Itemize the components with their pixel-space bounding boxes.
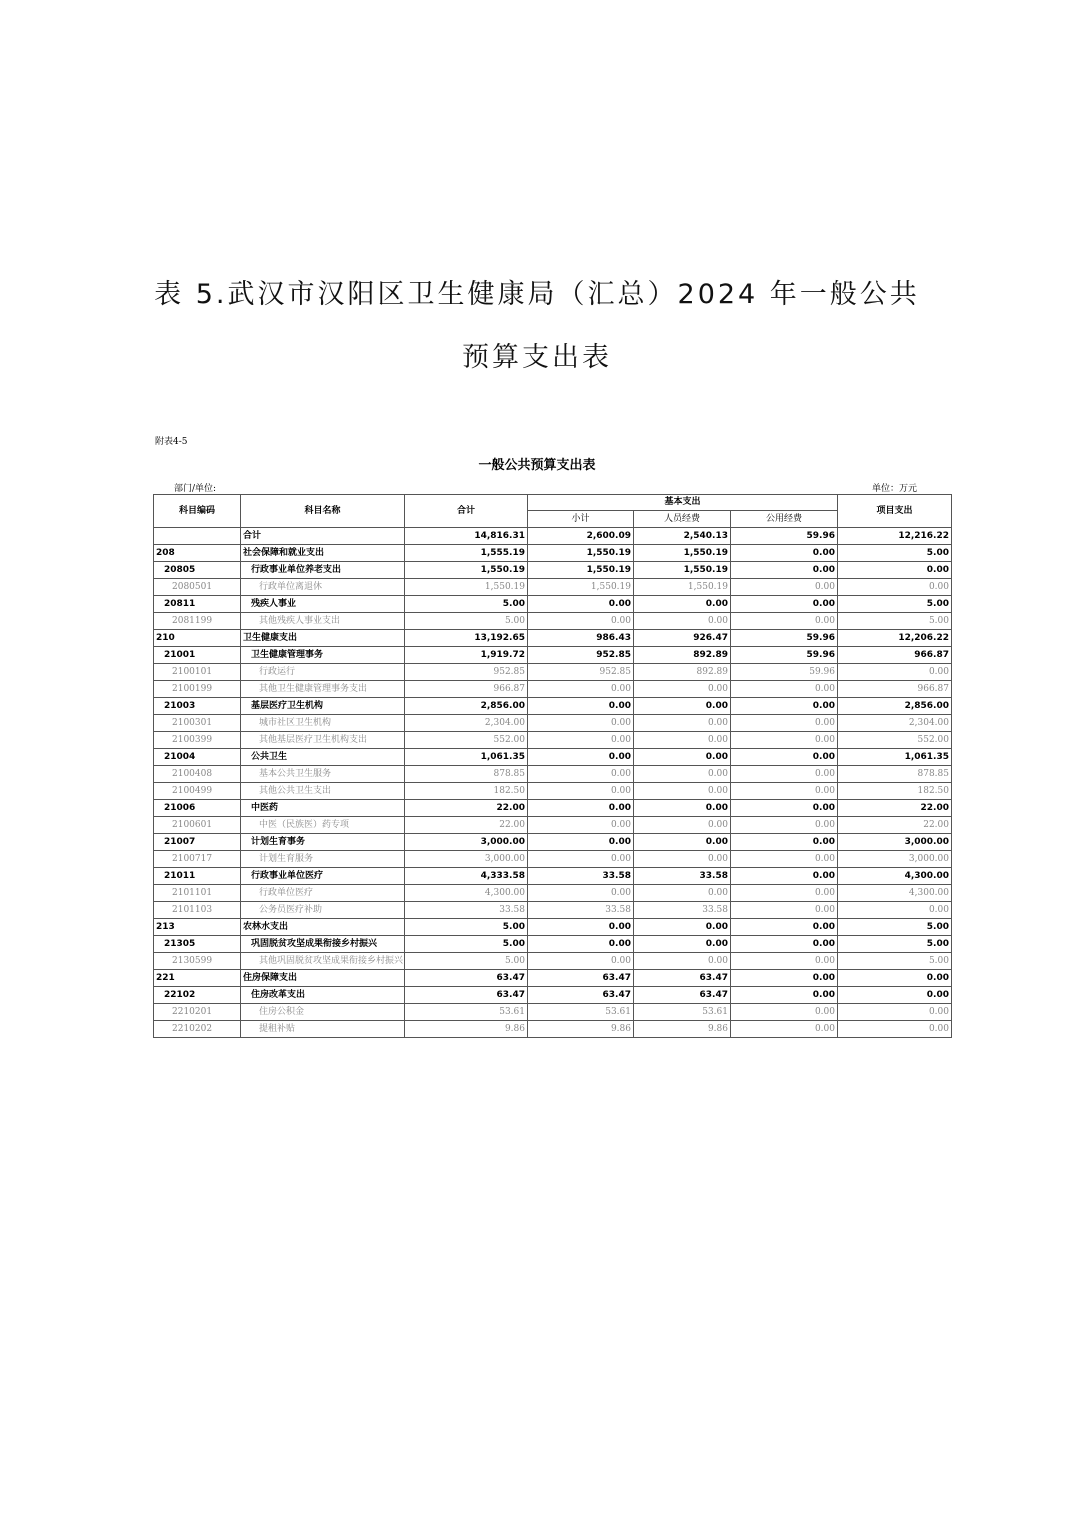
- table-row: [154, 868, 952, 885]
- table-row: [154, 562, 952, 579]
- cell-subtotal: 2,600.09: [528, 528, 634, 545]
- attachment-label: 附表4-5: [155, 437, 188, 447]
- cell-project: 3,000.00: [838, 834, 952, 851]
- cell-code: 22102: [154, 987, 241, 1004]
- cell-total: 22.00: [405, 800, 528, 817]
- cell-name: 行政事业单位医疗: [241, 868, 405, 885]
- cell-subtotal: 53.61: [528, 1004, 634, 1021]
- cell-project: 2,304.00: [838, 715, 952, 732]
- cell-project: 966.87: [838, 647, 952, 664]
- cell-total: 22.00: [405, 817, 528, 834]
- cell-name: 其他卫生健康管理事务支出: [241, 681, 405, 698]
- cell-personnel: 0.00: [634, 613, 731, 630]
- table-row: [154, 953, 952, 970]
- cell-public: 0.00: [731, 885, 838, 902]
- cell-public: 0.00: [731, 596, 838, 613]
- cell-name: 城市社区卫生机构: [241, 715, 405, 732]
- cell-name: 社会保障和就业支出: [241, 545, 405, 562]
- cell-total: 3,000.00: [405, 834, 528, 851]
- cell-subtotal: 0.00: [528, 919, 634, 936]
- cell-public: 0.00: [731, 766, 838, 783]
- cell-project: 0.00: [838, 902, 952, 919]
- cell-project: 5.00: [838, 545, 952, 562]
- table-row: [154, 579, 952, 596]
- cell-subtotal: 1,550.19: [528, 579, 634, 596]
- cell-total: 63.47: [405, 987, 528, 1004]
- table-row: [154, 783, 952, 800]
- cell-total: 5.00: [405, 953, 528, 970]
- cell-public: 0.00: [731, 545, 838, 562]
- cell-total: 1,555.19: [405, 545, 528, 562]
- cell-subtotal: 0.00: [528, 681, 634, 698]
- table-row: [154, 919, 952, 936]
- cell-total: 3,000.00: [405, 851, 528, 868]
- cell-total: 33.58: [405, 902, 528, 919]
- cell-code: 2100399: [154, 732, 241, 749]
- cell-name: 计划生育服务: [241, 851, 405, 868]
- cell-personnel: 0.00: [634, 698, 731, 715]
- cell-total: 5.00: [405, 936, 528, 953]
- cell-code: 2100301: [154, 715, 241, 732]
- cell-personnel: 0.00: [634, 834, 731, 851]
- cell-subtotal: 0.00: [528, 698, 634, 715]
- header-row-1: [154, 495, 952, 511]
- cell-personnel: 33.58: [634, 902, 731, 919]
- cell-public: 0.00: [731, 817, 838, 834]
- cell-public: 0.00: [731, 783, 838, 800]
- cell-public: 0.00: [731, 562, 838, 579]
- cell-name: 残疾人事业: [241, 596, 405, 613]
- table-row: [154, 715, 952, 732]
- cell-subtotal: 0.00: [528, 817, 634, 834]
- cell-subtotal: 0.00: [528, 715, 634, 732]
- cell-project: 0.00: [838, 1004, 952, 1021]
- cell-code: 2101103: [154, 902, 241, 919]
- cell-name: 行政运行: [241, 664, 405, 681]
- cell-subtotal: 0.00: [528, 885, 634, 902]
- cell-project: 1,061.35: [838, 749, 952, 766]
- table-row: [154, 630, 952, 647]
- cell-public: 0.00: [731, 749, 838, 766]
- table-body: [154, 528, 952, 1038]
- cell-code: 21011: [154, 868, 241, 885]
- cell-project: 12,216.22: [838, 528, 952, 545]
- cell-personnel: 9.86: [634, 1021, 731, 1038]
- table-row: [154, 970, 952, 987]
- cell-name: 住房公积金: [241, 1004, 405, 1021]
- table-row: [154, 885, 952, 902]
- header-code: 科目编码: [154, 495, 241, 528]
- header-personnel: 人员经费: [634, 511, 731, 528]
- cell-project: 4,300.00: [838, 885, 952, 902]
- table-row: [154, 732, 952, 749]
- cell-total: 4,333.58: [405, 868, 528, 885]
- cell-public: 0.00: [731, 902, 838, 919]
- cell-code: 2210202: [154, 1021, 241, 1038]
- cell-project: 182.50: [838, 783, 952, 800]
- table-row: [154, 698, 952, 715]
- cell-public: 0.00: [731, 987, 838, 1004]
- table-row: [154, 681, 952, 698]
- cell-project: 22.00: [838, 800, 952, 817]
- cell-total: 1,550.19: [405, 562, 528, 579]
- cell-code: 21305: [154, 936, 241, 953]
- cell-personnel: 0.00: [634, 783, 731, 800]
- header-basic: 基本支出: [528, 495, 838, 511]
- cell-project: 0.00: [838, 987, 952, 1004]
- cell-personnel: 892.89: [634, 647, 731, 664]
- cell-subtotal: 9.86: [528, 1021, 634, 1038]
- cell-public: 0.00: [731, 732, 838, 749]
- cell-project: 552.00: [838, 732, 952, 749]
- unit-label: 单位：万元: [872, 484, 918, 494]
- cell-public: 0.00: [731, 613, 838, 630]
- cell-code: 2100601: [154, 817, 241, 834]
- cell-public: 0.00: [731, 1004, 838, 1021]
- cell-name: 行政事业单位养老支出: [241, 562, 405, 579]
- cell-total: 4,300.00: [405, 885, 528, 902]
- cell-project: 3,000.00: [838, 851, 952, 868]
- cell-total: 5.00: [405, 919, 528, 936]
- cell-personnel: 0.00: [634, 817, 731, 834]
- cell-personnel: 0.00: [634, 953, 731, 970]
- cell-subtotal: 0.00: [528, 851, 634, 868]
- cell-project: 5.00: [838, 953, 952, 970]
- table-row: [154, 987, 952, 1004]
- table-row: [154, 1004, 952, 1021]
- cell-project: 22.00: [838, 817, 952, 834]
- cell-name: 提租补贴: [241, 1021, 405, 1038]
- cell-public: 0.00: [731, 579, 838, 596]
- cell-code: 2100199: [154, 681, 241, 698]
- cell-code: 2130599: [154, 953, 241, 970]
- table-row: [154, 766, 952, 783]
- header-name: 科目名称: [241, 495, 405, 528]
- cell-name: 合计: [241, 528, 405, 545]
- cell-public: 0.00: [731, 681, 838, 698]
- table-row: [154, 749, 952, 766]
- table-row: [154, 936, 952, 953]
- cell-name: 卫生健康管理事务: [241, 647, 405, 664]
- cell-total: 1,550.19: [405, 579, 528, 596]
- cell-name: 其他公共卫生支出: [241, 783, 405, 800]
- cell-public: 0.00: [731, 919, 838, 936]
- cell-public: 0.00: [731, 698, 838, 715]
- cell-subtotal: 0.00: [528, 783, 634, 800]
- cell-code: 2100101: [154, 664, 241, 681]
- cell-name: 公共卫生: [241, 749, 405, 766]
- cell-name: 其他残疾人事业支出: [241, 613, 405, 630]
- cell-code: [154, 528, 241, 545]
- cell-public: 0.00: [731, 851, 838, 868]
- cell-code: 21004: [154, 749, 241, 766]
- cell-code: 221: [154, 970, 241, 987]
- header-project: 项目支出: [838, 495, 952, 528]
- cell-personnel: 0.00: [634, 766, 731, 783]
- cell-name: 巩固脱贫攻坚成果衔接乡村振兴: [241, 936, 405, 953]
- cell-project: 0.00: [838, 562, 952, 579]
- cell-project: 5.00: [838, 919, 952, 936]
- cell-code: 2210201: [154, 1004, 241, 1021]
- cell-project: 0.00: [838, 970, 952, 987]
- cell-total: 53.61: [405, 1004, 528, 1021]
- cell-total: 878.85: [405, 766, 528, 783]
- cell-name: 住房保障支出: [241, 970, 405, 987]
- cell-subtotal: 33.58: [528, 902, 634, 919]
- cell-project: 5.00: [838, 936, 952, 953]
- table-row: [154, 528, 952, 545]
- cell-project: 12,206.22: [838, 630, 952, 647]
- cell-code: 213: [154, 919, 241, 936]
- table-row: [154, 800, 952, 817]
- cell-public: 0.00: [731, 970, 838, 987]
- cell-public: 0.00: [731, 1021, 838, 1038]
- cell-project: 5.00: [838, 613, 952, 630]
- cell-subtotal: 0.00: [528, 749, 634, 766]
- cell-personnel: 0.00: [634, 681, 731, 698]
- cell-subtotal: 0.00: [528, 613, 634, 630]
- header-subtotal: 小计: [528, 511, 634, 528]
- cell-total: 2,856.00: [405, 698, 528, 715]
- cell-personnel: 0.00: [634, 800, 731, 817]
- cell-personnel: 53.61: [634, 1004, 731, 1021]
- cell-personnel: 2,540.13: [634, 528, 731, 545]
- cell-code: 21007: [154, 834, 241, 851]
- cell-name: 住房改革支出: [241, 987, 405, 1004]
- cell-code: 20811: [154, 596, 241, 613]
- cell-subtotal: 952.85: [528, 647, 634, 664]
- cell-project: 966.87: [838, 681, 952, 698]
- cell-name: 其他巩固脱贫攻坚成果衔接乡村振兴: [241, 953, 405, 970]
- budget-table: [153, 494, 952, 1038]
- cell-project: 5.00: [838, 596, 952, 613]
- cell-public: 59.96: [731, 647, 838, 664]
- cell-total: 952.85: [405, 664, 528, 681]
- cell-project: 0.00: [838, 664, 952, 681]
- cell-name: 其他基层医疗卫生机构支出: [241, 732, 405, 749]
- cell-subtotal: 0.00: [528, 766, 634, 783]
- cell-name: 基本公共卫生服务: [241, 766, 405, 783]
- header-public: 公用经费: [731, 511, 838, 528]
- cell-personnel: 0.00: [634, 749, 731, 766]
- cell-total: 63.47: [405, 970, 528, 987]
- cell-personnel: 63.47: [634, 987, 731, 1004]
- cell-code: 210: [154, 630, 241, 647]
- cell-subtotal: 33.58: [528, 868, 634, 885]
- cell-code: 21001: [154, 647, 241, 664]
- cell-personnel: 0.00: [634, 596, 731, 613]
- cell-personnel: 0.00: [634, 936, 731, 953]
- cell-personnel: 63.47: [634, 970, 731, 987]
- cell-code: 208: [154, 545, 241, 562]
- cell-personnel: 1,550.19: [634, 545, 731, 562]
- cell-public: 0.00: [731, 834, 838, 851]
- cell-name: 公务员医疗补助: [241, 902, 405, 919]
- cell-personnel: 0.00: [634, 732, 731, 749]
- document-title-line2: 预算支出表: [462, 342, 612, 373]
- cell-public: 0.00: [731, 936, 838, 953]
- cell-code: 2081199: [154, 613, 241, 630]
- cell-code: 2101101: [154, 885, 241, 902]
- cell-code: 2100499: [154, 783, 241, 800]
- cell-total: 13,192.65: [405, 630, 528, 647]
- document-title-line1: 表 5.武汉市汉阳区卫生健康局（汇总）2024 年一般公共: [154, 279, 920, 310]
- table-row: [154, 647, 952, 664]
- cell-total: 182.50: [405, 783, 528, 800]
- table-row: [154, 613, 952, 630]
- cell-public: 0.00: [731, 715, 838, 732]
- cell-total: 1,061.35: [405, 749, 528, 766]
- cell-total: 5.00: [405, 613, 528, 630]
- cell-subtotal: 63.47: [528, 970, 634, 987]
- cell-total: 1,919.72: [405, 647, 528, 664]
- cell-subtotal: 952.85: [528, 664, 634, 681]
- cell-personnel: 1,550.19: [634, 579, 731, 596]
- cell-subtotal: 0.00: [528, 732, 634, 749]
- cell-project: 0.00: [838, 1021, 952, 1038]
- header-total: 合计: [405, 495, 528, 528]
- cell-code: 2100408: [154, 766, 241, 783]
- cell-code: 2080501: [154, 579, 241, 596]
- table-row: [154, 851, 952, 868]
- cell-public: 59.96: [731, 630, 838, 647]
- cell-personnel: 0.00: [634, 919, 731, 936]
- cell-total: 2,304.00: [405, 715, 528, 732]
- cell-public: 0.00: [731, 868, 838, 885]
- cell-public: 59.96: [731, 528, 838, 545]
- cell-name: 基层医疗卫生机构: [241, 698, 405, 715]
- table-row: [154, 817, 952, 834]
- cell-name: 农林水支出: [241, 919, 405, 936]
- cell-name: 中医（民族医）药专项: [241, 817, 405, 834]
- table-row: [154, 664, 952, 681]
- cell-total: 5.00: [405, 596, 528, 613]
- cell-public: 59.96: [731, 664, 838, 681]
- cell-code: 21003: [154, 698, 241, 715]
- cell-personnel: 0.00: [634, 851, 731, 868]
- cell-code: 20805: [154, 562, 241, 579]
- cell-personnel: 1,550.19: [634, 562, 731, 579]
- cell-name: 行政单位离退休: [241, 579, 405, 596]
- table-row: [154, 545, 952, 562]
- cell-name: 行政单位医疗: [241, 885, 405, 902]
- cell-subtotal: 1,550.19: [528, 562, 634, 579]
- cell-name: 计划生育事务: [241, 834, 405, 851]
- department-label: 部门/单位:: [174, 484, 217, 494]
- cell-name: 中医药: [241, 800, 405, 817]
- cell-project: 0.00: [838, 579, 952, 596]
- table-row: [154, 596, 952, 613]
- cell-public: 0.00: [731, 800, 838, 817]
- cell-public: 0.00: [731, 953, 838, 970]
- cell-code: 2100717: [154, 851, 241, 868]
- cell-total: 9.86: [405, 1021, 528, 1038]
- cell-personnel: 33.58: [634, 868, 731, 885]
- cell-subtotal: 0.00: [528, 800, 634, 817]
- cell-total: 966.87: [405, 681, 528, 698]
- cell-subtotal: 0.00: [528, 936, 634, 953]
- cell-personnel: 0.00: [634, 715, 731, 732]
- cell-project: 2,856.00: [838, 698, 952, 715]
- cell-total: 14,816.31: [405, 528, 528, 545]
- cell-subtotal: 0.00: [528, 596, 634, 613]
- cell-subtotal: 1,550.19: [528, 545, 634, 562]
- cell-project: 4,300.00: [838, 868, 952, 885]
- cell-project: 878.85: [838, 766, 952, 783]
- cell-personnel: 0.00: [634, 885, 731, 902]
- table-title: 一般公共预算支出表: [478, 458, 596, 473]
- table-row: [154, 1021, 952, 1038]
- cell-name: 卫生健康支出: [241, 630, 405, 647]
- cell-personnel: 892.89: [634, 664, 731, 681]
- cell-personnel: 926.47: [634, 630, 731, 647]
- cell-total: 552.00: [405, 732, 528, 749]
- cell-subtotal: 0.00: [528, 834, 634, 851]
- table-row: [154, 902, 952, 919]
- cell-code: 21006: [154, 800, 241, 817]
- cell-subtotal: 0.00: [528, 953, 634, 970]
- table-row: [154, 834, 952, 851]
- cell-subtotal: 63.47: [528, 987, 634, 1004]
- cell-subtotal: 986.43: [528, 630, 634, 647]
